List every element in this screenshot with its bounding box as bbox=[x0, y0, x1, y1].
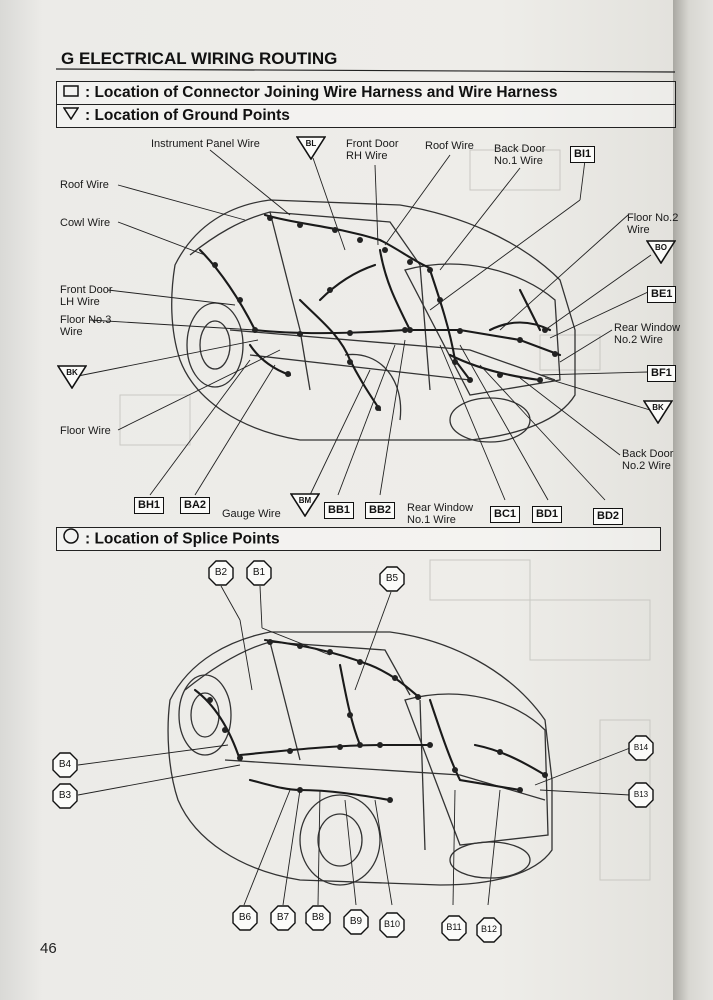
ground-tag-bk-left-text: BK bbox=[66, 368, 78, 377]
splice-tag-b14 bbox=[628, 735, 654, 761]
ground-tag-bo-text: BO bbox=[655, 243, 667, 252]
connector-tag-bi1: BI1 bbox=[570, 146, 595, 163]
ground-tag-bl bbox=[296, 136, 326, 160]
connector-tag-bd1: BD1 bbox=[532, 506, 562, 523]
connector-tag-bh1: BH1 bbox=[134, 497, 164, 514]
label-rear-window-no1-line1: Rear Window bbox=[407, 502, 474, 514]
splice-tag-b13-text: B13 bbox=[633, 790, 649, 799]
square-symbol-icon bbox=[63, 82, 79, 104]
splice-tag-b8-text: B8 bbox=[311, 912, 325, 923]
splice-tag-b1-text: B1 bbox=[252, 567, 266, 578]
label-roof-wire-left: Roof Wire bbox=[60, 179, 109, 191]
splice-tag-b4-text: B4 bbox=[58, 759, 72, 770]
splice-tag-b8 bbox=[305, 905, 331, 931]
splice-tag-b6 bbox=[232, 905, 258, 931]
triangle-symbol-icon bbox=[63, 105, 79, 127]
ground-tag-bm bbox=[290, 493, 320, 517]
label-instrument-panel-wire: Instrument Panel Wire bbox=[151, 138, 260, 150]
splice-tag-b10-text: B10 bbox=[383, 919, 400, 929]
ground-tag-bk-right bbox=[643, 400, 673, 424]
legend-splice bbox=[56, 527, 661, 551]
connector-tag-bf1: BF1 bbox=[647, 365, 676, 382]
splice-tag-b12-text: B12 bbox=[480, 924, 497, 934]
label-back-door-no1-line2: No.1 Wire bbox=[494, 155, 543, 167]
splice-tag-b11 bbox=[441, 915, 467, 941]
label-floor-no3-line1: Floor No.3 bbox=[60, 314, 112, 326]
label-rear-window-no2-line2: No.2 Wire bbox=[614, 334, 663, 346]
connector-tag-ba2: BA2 bbox=[180, 497, 210, 514]
page-number: 46 bbox=[40, 940, 57, 957]
splice-tag-b6-text: B6 bbox=[238, 912, 252, 923]
label-roof-wire-top: Roof Wire bbox=[425, 140, 474, 152]
splice-tag-b7 bbox=[270, 905, 296, 931]
splice-tag-b1 bbox=[246, 560, 272, 586]
splice-tag-b5 bbox=[379, 566, 405, 592]
label-rear-window-no1-line2: No.1 Wire bbox=[407, 514, 456, 526]
ground-tag-bo bbox=[646, 240, 676, 264]
label-floor-no2-line1: Floor No.2 bbox=[627, 212, 679, 224]
splice-tag-b3-text: B3 bbox=[58, 790, 72, 801]
legend-ground bbox=[56, 104, 676, 128]
label-cowl-wire: Cowl Wire bbox=[60, 217, 111, 229]
label-front-door-rh-line1: Front Door bbox=[346, 138, 399, 150]
label-front-door-lh-line1: Front Door bbox=[60, 284, 113, 296]
ground-tag-bk-left bbox=[57, 365, 87, 389]
vehicle-upper-diagram bbox=[172, 200, 575, 442]
ground-tag-bk-right-text: BK bbox=[652, 403, 664, 412]
splice-tag-b9 bbox=[343, 909, 369, 935]
ground-tag-bm-text: BM bbox=[298, 496, 312, 505]
label-back-door-no1-line1: Back Door bbox=[494, 143, 546, 155]
legend-splice-text: : Location of Splice Points bbox=[85, 530, 280, 548]
splice-tag-b3 bbox=[52, 783, 78, 809]
splice-tag-b14-text: B14 bbox=[633, 743, 649, 752]
legend-connector bbox=[56, 81, 676, 105]
splice-tag-b2-text: B2 bbox=[214, 567, 228, 578]
splice-tag-b7-text: B7 bbox=[276, 912, 290, 923]
splice-tag-b9-text: B9 bbox=[349, 916, 363, 927]
circle-symbol-icon bbox=[63, 528, 79, 551]
splice-tag-b10 bbox=[379, 912, 405, 938]
label-back-door-no2-line1: Back Door bbox=[622, 448, 674, 460]
ground-tag-bl-text: BL bbox=[305, 139, 317, 148]
label-rear-window-no2-line1: Rear Window bbox=[614, 322, 681, 334]
label-front-door-rh-line2: RH Wire bbox=[346, 150, 388, 162]
splice-tag-b2 bbox=[208, 560, 234, 586]
splice-tag-b13 bbox=[628, 782, 654, 808]
splice-tag-b12 bbox=[476, 917, 502, 943]
connector-tag-be1: BE1 bbox=[647, 286, 676, 303]
label-gauge-wire: Gauge Wire bbox=[222, 508, 281, 520]
label-floor-no2-line2: Wire bbox=[627, 224, 650, 236]
connector-tag-bd2: BD2 bbox=[593, 508, 623, 525]
label-back-door-no2-line2: No.2 Wire bbox=[622, 460, 671, 472]
connector-tag-bc1: BC1 bbox=[490, 506, 520, 523]
label-floor-no3-line2: Wire bbox=[60, 326, 83, 338]
splice-tag-b4 bbox=[52, 752, 78, 778]
legend-ground-text: : Location of Ground Points bbox=[85, 107, 290, 125]
connector-tag-bb1: BB1 bbox=[324, 502, 354, 519]
splice-tag-b5-text: B5 bbox=[385, 573, 399, 584]
splice-tag-b11-text: B11 bbox=[446, 922, 462, 932]
label-floor-wire: Floor Wire bbox=[60, 425, 111, 437]
label-front-door-lh-line2: LH Wire bbox=[60, 296, 100, 308]
legend-connector-text: : Location of Connector Joining Wire Harness and Wire Harness bbox=[85, 84, 558, 102]
connector-tag-bb2: BB2 bbox=[365, 502, 395, 519]
section-heading: G ELECTRICAL WIRING ROUTING bbox=[61, 49, 338, 68]
